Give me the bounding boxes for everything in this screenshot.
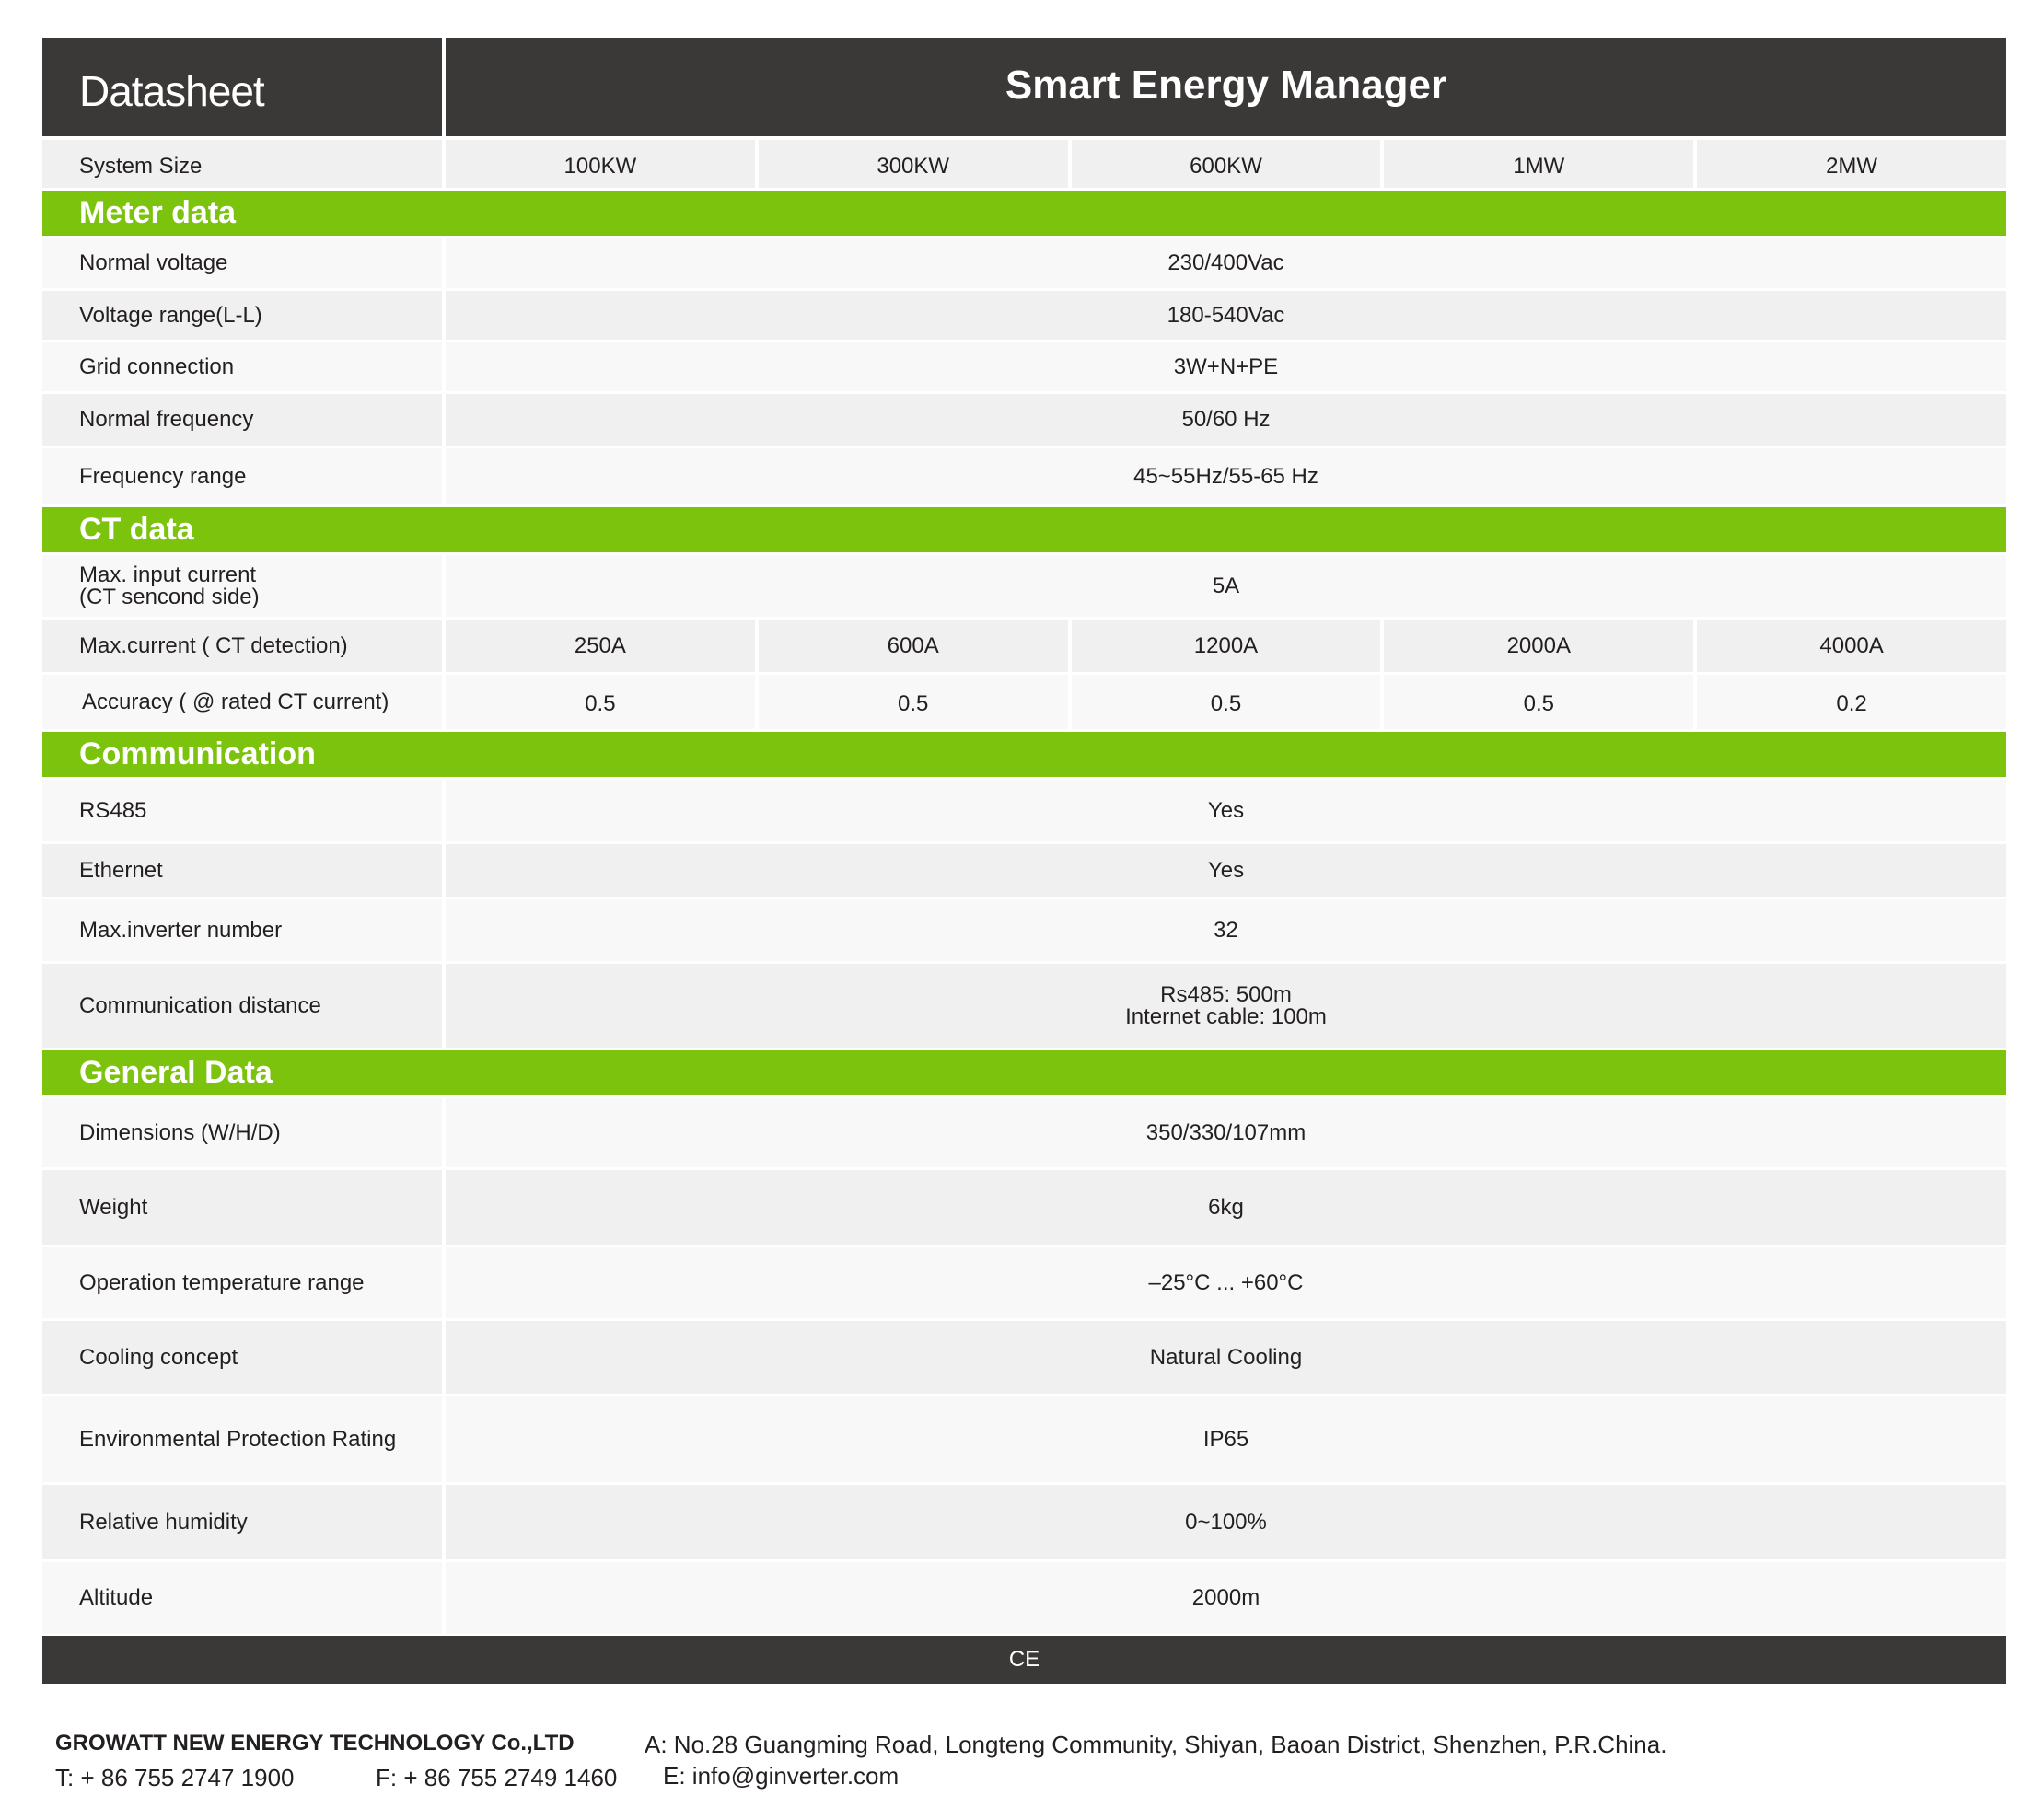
row-label: Communication distance — [79, 992, 321, 1018]
table-row — [42, 342, 2006, 394]
row-label: Voltage range(L-L) — [79, 302, 262, 328]
table-row — [42, 1396, 2006, 1485]
table-row — [42, 899, 2006, 964]
table-row — [42, 394, 2006, 448]
company-phone: T: + 86 755 2747 1900 — [55, 1764, 295, 1791]
row-label: Grid connection — [79, 353, 235, 379]
row-value: Natural Cooling — [1149, 1344, 1303, 1370]
system-size-cell: 300KW — [755, 140, 1068, 188]
accuracy-cell: 0.5 — [755, 675, 1068, 729]
datasheet-label: Datasheet — [79, 66, 264, 115]
row-label: Frequency range — [79, 463, 247, 489]
row-value: 50/60 Hz — [1181, 407, 1271, 432]
row-label: Environmental Protection Rating — [79, 1426, 397, 1452]
section-communication: Communication — [42, 732, 2006, 780]
company-email: E: info@ginverter.com — [663, 1762, 900, 1790]
row-value: 3W+N+PE — [1173, 353, 1279, 379]
row-value: 5A — [1212, 573, 1240, 598]
table-row — [42, 964, 2006, 1050]
row-value: 180-540Vac — [1167, 302, 1285, 328]
row-value: Yes — [1207, 857, 1245, 883]
table-row — [42, 1562, 2006, 1634]
max-current-cell: 2000A — [1380, 620, 1693, 672]
accuracy-cell: 0.5 — [1068, 675, 1381, 729]
max-current-cell: 250A — [574, 632, 626, 658]
datasheet-table — [42, 38, 2006, 1684]
row-value: 230/400Vac — [1167, 250, 1284, 275]
table-row — [42, 1247, 2006, 1321]
row-value: 350/330/107mm — [1145, 1119, 1307, 1145]
table-row — [42, 1098, 2006, 1170]
row-label: RS485 — [79, 797, 147, 823]
accuracy-cell: 0.5 — [585, 690, 616, 716]
row-value: IP65 — [1202, 1426, 1249, 1452]
section-meter-data: Meter data — [42, 191, 2006, 238]
row-label: System Size — [79, 154, 203, 179]
row-label: Normal frequency — [79, 407, 254, 432]
row-value: 6kg — [1208, 1194, 1244, 1220]
table-row — [42, 1485, 2006, 1562]
system-size-cell: 600KW — [1068, 140, 1381, 188]
company-fax: F: + 86 755 2749 1460 — [376, 1764, 618, 1791]
table-row — [42, 1170, 2006, 1247]
section-ct-data: CT data — [42, 507, 2006, 555]
row-value: Yes — [1207, 797, 1245, 823]
row-label: Relative humidity — [79, 1509, 248, 1535]
max-current-cell: 4000A — [1693, 620, 2006, 672]
certification-label: CE — [1008, 1647, 1040, 1672]
table-row — [42, 675, 2006, 732]
row-label-line: Max. input current — [79, 562, 257, 587]
company-name: GROWATT NEW ENERGY TECHNOLOGY Co.,LTD — [55, 1731, 575, 1755]
table-row — [42, 780, 2006, 844]
company-address: A: No.28 Guangming Road, Longteng Community, Shiyan, Baoan District, Shenzhen, P.R.China. — [645, 1731, 1667, 1758]
table-row — [42, 844, 2006, 899]
row-label: Altitude — [79, 1585, 154, 1610]
row-value-line: Internet cable: 100m — [1125, 1003, 1327, 1029]
row-value-line: Rs485: 500m — [1160, 981, 1292, 1007]
max-current-cell: 1200A — [1068, 620, 1381, 672]
row-value: 32 — [1214, 917, 1238, 943]
accuracy-cell: 0.2 — [1693, 675, 2006, 729]
system-size-cell: 2MW — [1693, 140, 2006, 188]
row-value — [446, 964, 2006, 1048]
certification-bar — [42, 1636, 2006, 1684]
row-value: 0~100% — [1185, 1509, 1267, 1535]
row-label-line: (CT sencond side) — [79, 584, 260, 609]
row-value: 2000m — [1191, 1585, 1260, 1610]
system-size-row — [42, 140, 2006, 191]
row-label: Normal voltage — [79, 250, 228, 275]
accuracy-cell: 0.5 — [1380, 675, 1693, 729]
row-label: Cooling concept — [79, 1344, 238, 1370]
row-label: Dimensions (W/H/D) — [79, 1119, 281, 1145]
max-current-cell: 600A — [755, 620, 1068, 672]
table-row — [42, 1321, 2006, 1396]
system-size-cell: 100KW — [563, 154, 637, 179]
table-row — [42, 620, 2006, 675]
row-label: Operation temperature range — [79, 1269, 365, 1295]
row-label: Ethernet — [79, 857, 163, 883]
row-label: Max.current ( CT detection) — [79, 632, 348, 658]
row-value: 45~55Hz/55-65 Hz — [1133, 463, 1318, 489]
row-label: Max.inverter number — [79, 917, 283, 943]
product-title: Smart Energy Manager — [1005, 62, 1447, 108]
row-label: Weight — [79, 1194, 148, 1220]
table-row — [42, 238, 2006, 291]
row-label: Accuracy ( @ rated CT current) — [82, 689, 389, 714]
section-general-data: General Data — [42, 1050, 2006, 1098]
table-row — [42, 291, 2006, 342]
table-row — [42, 448, 2006, 507]
table-header — [42, 38, 2006, 140]
table-row — [42, 555, 2006, 620]
system-size-cell: 1MW — [1380, 140, 1693, 188]
row-value: –25°C ... +60°C — [1148, 1269, 1304, 1295]
row-label — [42, 555, 442, 617]
